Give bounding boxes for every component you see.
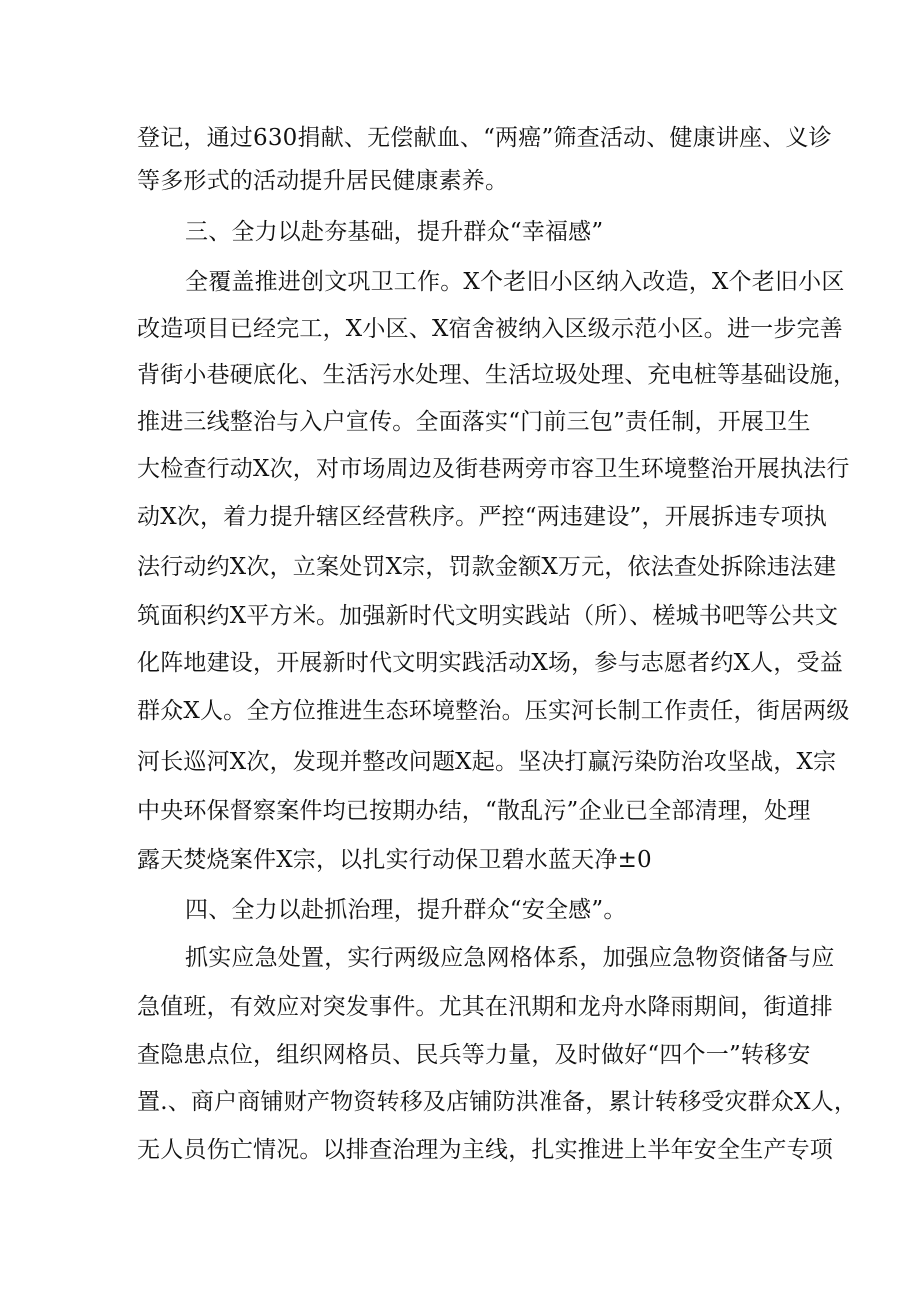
- text-line: 河长巡河X次，发现并整改问题X起。坚决打赢污染防治攻坚战，X宗: [137, 749, 837, 775]
- text-line: 登记，通过630捐献、无偿献血、“两癌”筛查活动、健康讲座、义诊: [137, 125, 832, 151]
- text-line: 动X次，着力提升辖区经营秩序。严控“两违建设”，开展拆违专项执: [137, 504, 828, 530]
- text-line: 改造项目已经完工，X小区、X宿舍被纳入区级示范小区。进一步完善: [137, 316, 843, 342]
- text-line: 全覆盖推进创文巩卫工作。X个老旧小区纳入改造，X个老旧小区: [185, 269, 845, 295]
- text-line: 法行动约X次，立案处罚X宗，罚款金额X万元，依法查处拆除违法建: [137, 554, 837, 580]
- text-line: 背街小巷硬底化、生活污水处理、生活垃圾处理、充电桩等基础设施，: [137, 362, 857, 388]
- text-line: 化阵地建设，开展新时代文明实践活动X场，参与志愿者约X人，受益: [137, 650, 843, 676]
- text-line: 露天焚烧案件X宗，以扎实行动保卫碧水蓝天净±0: [137, 847, 652, 873]
- text-line: 置.、商户商铺财产物资转移及店铺防洪准备，累计转移受灾群众X人，: [137, 1089, 858, 1115]
- text-line: 筑面积约X平方米。加强新时代文明实践站（所）、槎城书吧等公共文: [137, 603, 839, 629]
- text-line: 无人员伤亡情况。以排查治理为主线，扎实推进上半年安全生产专项: [137, 1137, 833, 1163]
- section-heading: 三、全力以赴夯基础，提升群众“幸福感”: [185, 219, 604, 245]
- text-line: 中央环保督察案件均已按期办结，“散乱污”企业已全部清理，处理: [137, 798, 811, 824]
- text-line: 推进三线整治与入户宣传。全面落实“门前三包”责任制，开展卫生: [137, 409, 811, 435]
- text-line: 大检查行动X次，对市场周边及街巷两旁市容卫生环境整治开展执法行: [137, 456, 850, 482]
- text-line: 急值班，有效应对突发事件。尤其在汛期和龙舟水降雨期间，街道排: [137, 994, 833, 1020]
- text-line: 等多形式的活动提升居民健康素养。: [137, 168, 509, 194]
- text-line: 查隐患点位，组织网格员、民兵等力量，及时做好“四个一”转移安: [137, 1042, 811, 1068]
- section-heading: 四、全力以赴抓治理，提升群众“安全感”。: [185, 897, 627, 923]
- text-line: 群众X人。全方位推进生态环境整治。压实河长制工作责任，街居两级: [137, 698, 850, 724]
- text-line: 抓实应急处置，实行两级应急网格体系，加强应急物资储备与应: [185, 945, 835, 971]
